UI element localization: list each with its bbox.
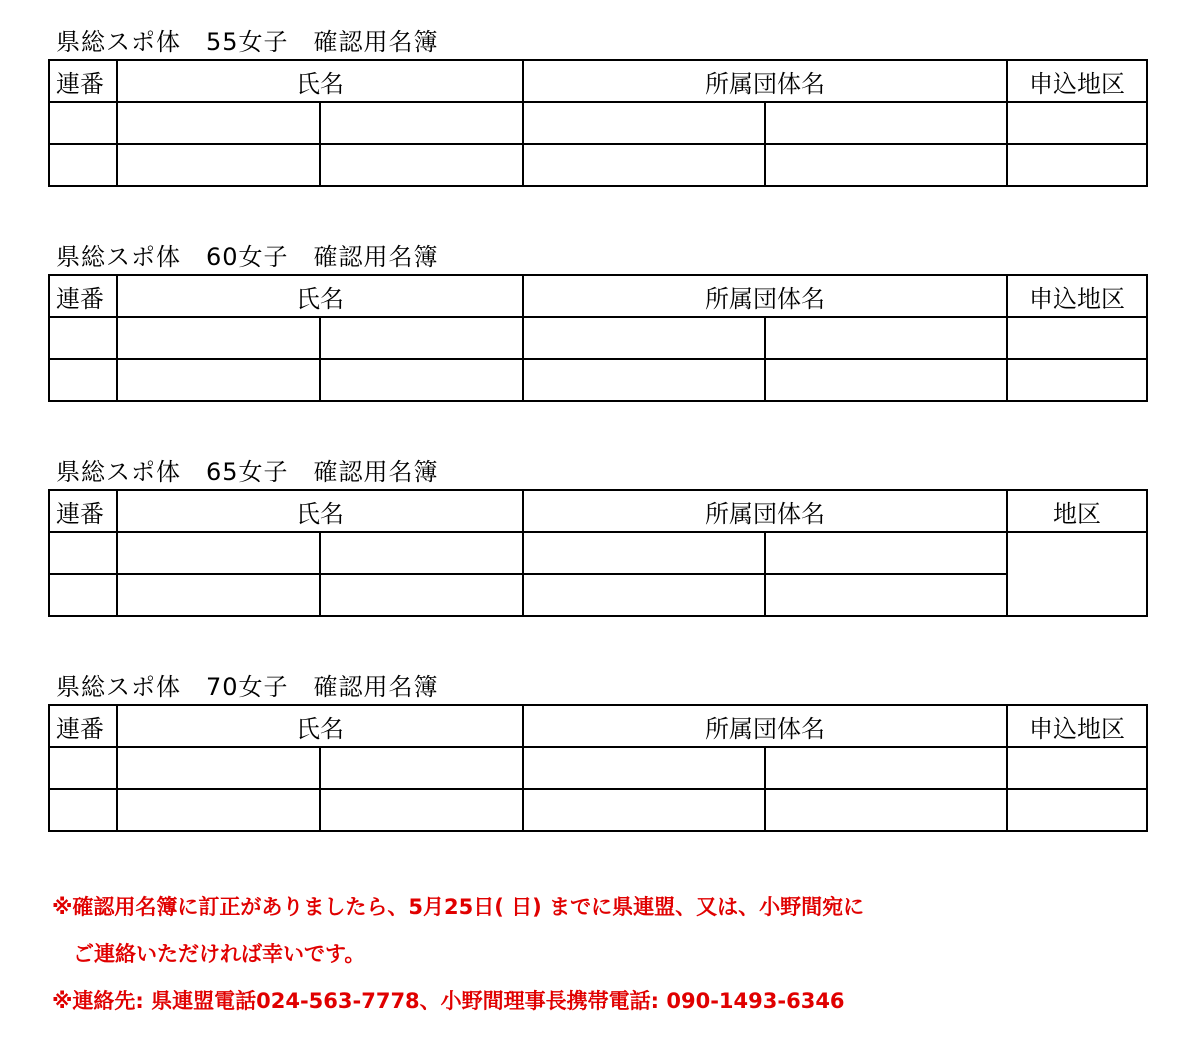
cell-given-name[interactable] [320, 747, 523, 789]
section-title: 県総スポ体 65女子 確認用名簿 [56, 458, 439, 486]
header-district: 申込地区 [1007, 705, 1147, 747]
header-name: 氏名 [117, 60, 523, 102]
table-row [49, 359, 1147, 401]
roster-table [48, 274, 1148, 402]
cell-no[interactable] [49, 789, 117, 831]
header-district: 地区 [1007, 490, 1147, 532]
cell-org-2[interactable] [765, 789, 1007, 831]
cell-given-name[interactable] [320, 574, 523, 616]
cell-given-name[interactable] [320, 532, 523, 574]
header-org: 所属団体名 [523, 705, 1007, 747]
cell-district[interactable] [1007, 317, 1147, 359]
table-header-row [49, 60, 1147, 102]
table-row [49, 144, 1147, 186]
table-row [49, 789, 1147, 831]
cell-no[interactable] [49, 747, 117, 789]
section-title: 県総スポ体 60女子 確認用名簿 [56, 243, 439, 271]
header-org: 所属団体名 [523, 490, 1007, 532]
table-header-row [49, 490, 1147, 532]
cell-org[interactable] [523, 532, 765, 574]
roster-table [48, 489, 1148, 617]
roster-table [48, 704, 1148, 832]
cell-org-2[interactable] [765, 102, 1007, 144]
cell-surname[interactable] [117, 359, 320, 401]
header-district: 申込地区 [1007, 275, 1147, 317]
table-row [49, 317, 1147, 359]
header-no: 連番 [49, 60, 117, 102]
cell-no[interactable] [49, 317, 117, 359]
notice-contact-request: ご連絡いただければ幸いです。 [52, 942, 366, 966]
table-row [49, 102, 1147, 144]
cell-district[interactable] [1007, 789, 1147, 831]
cell-org[interactable] [523, 102, 765, 144]
cell-district[interactable] [1007, 747, 1147, 789]
table-row [49, 747, 1147, 789]
cell-org[interactable] [523, 144, 765, 186]
cell-org[interactable] [523, 789, 765, 831]
table-row [49, 574, 1147, 616]
cell-given-name[interactable] [320, 789, 523, 831]
cell-surname[interactable] [117, 747, 320, 789]
header-name: 氏名 [117, 275, 523, 317]
header-name: 氏名 [117, 705, 523, 747]
cell-org-2[interactable] [765, 359, 1007, 401]
cell-no[interactable] [49, 359, 117, 401]
cell-surname[interactable] [117, 144, 320, 186]
cell-given-name[interactable] [320, 144, 523, 186]
table-header-row [49, 275, 1147, 317]
cell-no[interactable] [49, 532, 117, 574]
table-header-row [49, 705, 1147, 747]
section-title: 県総スポ体 70女子 確認用名簿 [56, 673, 439, 701]
section-title: 県総スポ体 55女子 確認用名簿 [56, 28, 439, 56]
cell-given-name[interactable] [320, 317, 523, 359]
cell-district[interactable] [1007, 359, 1147, 401]
header-name: 氏名 [117, 490, 523, 532]
cell-surname[interactable] [117, 532, 320, 574]
cell-org[interactable] [523, 747, 765, 789]
cell-no[interactable] [49, 102, 117, 144]
header-district: 申込地区 [1007, 60, 1147, 102]
cell-org[interactable] [523, 317, 765, 359]
header-no: 連番 [49, 275, 117, 317]
cell-org-2[interactable] [765, 317, 1007, 359]
cell-org[interactable] [523, 574, 765, 616]
header-no: 連番 [49, 705, 117, 747]
header-org: 所属団体名 [523, 275, 1007, 317]
header-org: 所属団体名 [523, 60, 1007, 102]
cell-surname[interactable] [117, 102, 320, 144]
cell-org-2[interactable] [765, 532, 1007, 574]
cell-org-2[interactable] [765, 144, 1007, 186]
cell-no[interactable] [49, 574, 117, 616]
cell-given-name[interactable] [320, 359, 523, 401]
cell-no[interactable] [49, 144, 117, 186]
table-row [49, 532, 1147, 574]
cell-surname[interactable] [117, 789, 320, 831]
cell-district-merged[interactable] [1007, 532, 1147, 616]
cell-surname[interactable] [117, 317, 320, 359]
cell-org-2[interactable] [765, 574, 1007, 616]
notice-correction: ※確認用名簿に訂正がありましたら、5月25日( 日) までに県連盟、又は、小野間宛に [52, 895, 865, 919]
notice-contact-info: ※連絡先: 県連盟電話024-563-7778、小野間理事長携帯電話: 090-1493-6346 [52, 989, 845, 1013]
cell-surname[interactable] [117, 574, 320, 616]
cell-district[interactable] [1007, 102, 1147, 144]
roster-table [48, 59, 1148, 187]
cell-given-name[interactable] [320, 102, 523, 144]
cell-org[interactable] [523, 359, 765, 401]
cell-district[interactable] [1007, 144, 1147, 186]
header-no: 連番 [49, 490, 117, 532]
cell-org-2[interactable] [765, 747, 1007, 789]
